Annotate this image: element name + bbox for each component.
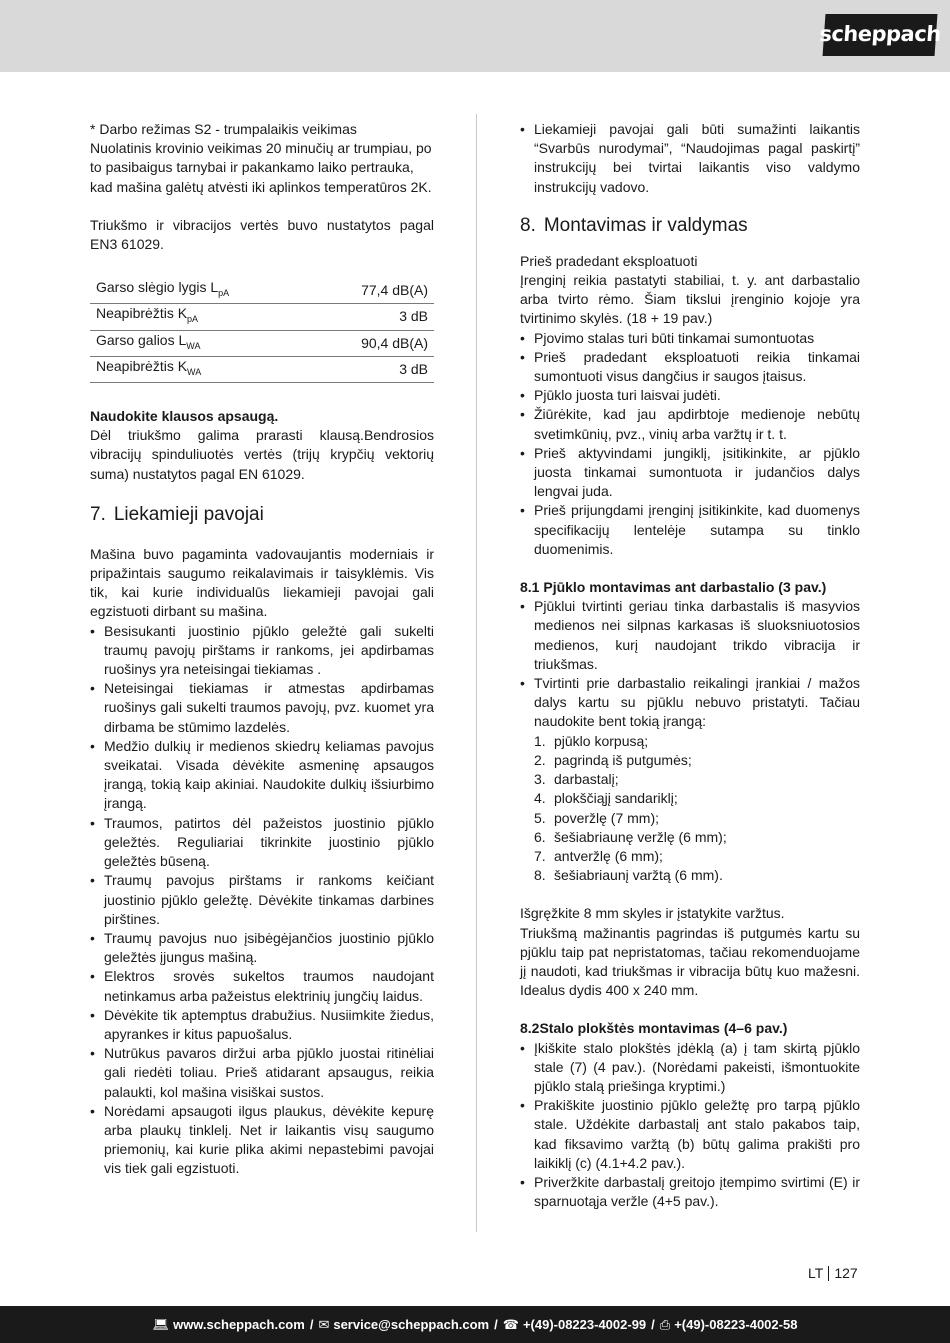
workbench-mount-list bbox=[520, 597, 860, 731]
operating-mode-note: * Darbo režimas S2 - trumpalaikis veikimas Nuolatinis krovinio veikimas 20 minučių ar trumpiau, po to pasibaigus tarnybai ir pakankamo laiko pertrauka, kad mašina galėtų atvėsti iki aplinkos temperatūros 2K. bbox=[90, 121, 432, 195]
list-item: • Pjūklui tvirtinti geriau tinka darbastalis iš masyvios medienos nei silpnas karkasas iš sluoksniuotosios medienos, kurį naudojant trikdo vibracija ir triukšmas. bbox=[520, 597, 860, 674]
fax-icon: ⎙ bbox=[659, 1316, 671, 1332]
list-item: • Elektros srovės sukeltos traumos naudojant netinkamus arba pažeistus elektrinių jungčių laidus. bbox=[90, 967, 434, 1005]
list-item: • Įkiškite stalo plokštės įdėklą (a) į tam skirtą pjūklo stale (7) (4 pav.). (Norėdami pakeisti, išmontuokite pjūklo stalą priešinga kryptimi.) bbox=[520, 1039, 860, 1097]
footer-band: 💻︎ www.scheppach.com / ✉︎ service@scheppach.com / ☎︎ +(49)-08223-4002-99 / ⎙ +(49)-08223-4002-58 bbox=[0, 1306, 950, 1343]
section-7-intro: Mašina buvo pagaminta vadovaujantis moderniais ir pripažintais saugumo reikalavimais ir taisyklėmis. Vis tik, kai kurie individualūs liekamieji pavojai gali egzistuoti dirbant su mašina. bbox=[90, 545, 434, 620]
parts-list bbox=[520, 732, 860, 886]
list-item: • Dėvėkite tik aptemptus drabužius. Nusiimkite žiedus, apyrankes ir kitus papuošalus. bbox=[90, 1006, 434, 1044]
list-item: 4. plokščiąjį sandariklį; bbox=[534, 790, 678, 807]
list-item: • Traumų pavojus pirštams ir rankoms keičiant juostinio pjūklo geležtę. Dėvėkite tinkamas darbines pirštines. bbox=[90, 871, 434, 929]
email-link[interactable]: service@scheppach.com bbox=[333, 1316, 490, 1332]
hearing-warning-title: Naudokite klausos apsaugą. bbox=[90, 408, 279, 425]
pre-operation-heading: Prieš pradedant eksploatuoti bbox=[520, 252, 698, 269]
list-item: 8. šešiabriaunį varžtą (6 mm). bbox=[534, 867, 723, 884]
page-number-separator bbox=[828, 1266, 829, 1281]
hearing-warning-text: Dėl triukšmo galima prarasti klausą.Bendrosios vibracijų spinduliuotės vertės (trijų krypčių vektorių suma) nustatytos pagal EN 61029. bbox=[90, 427, 434, 482]
section-7-heading: 7. Liekamieji pavojai bbox=[90, 503, 264, 525]
drilling-text: Išgręžkite 8 mm skyles ir įstatykite varžtus. Triukšmą mažinantis pagrindas iš putgumės kartu su pjūklu taip pat nepristatomas, tačiau rekomenduojame jį naudoti, kad triukšmas ir vibracija būtų kuo mažesni. Idealus dydis 400 x 240 mm. bbox=[520, 905, 860, 999]
list-item: • Žiūrėkite, kad jau apdirbtoje medienoje nebūtų svetimkūnių, pvz., vinių arba varžtų ir t. t. bbox=[520, 405, 860, 443]
table-mount-list bbox=[520, 1039, 860, 1212]
list-item: 2. pagrindą iš putgumės; bbox=[534, 751, 692, 768]
list-item: • Tvirtinti prie darbastalio reikalingi įrankiai / mažos dalys kartu su pjūklu nebuvo pristatyti. Tačiau naudokite bent tokią įrangą: bbox=[520, 674, 860, 732]
table-row: Neapibrėžtis $K_{pA}$ 3 dB bbox=[90, 304, 434, 330]
phone-icon: ☎︎ bbox=[502, 1316, 519, 1332]
section-8-heading: 8. Montavimas ir valdymas bbox=[520, 214, 748, 236]
phone-number: +(49)-08223-4002-99 bbox=[522, 1316, 647, 1332]
list-item: • Priveržkite darbastalį greitojo įtempimo svirtimi (E) ir sparnuotąja veržle (4+5 pav.). bbox=[520, 1173, 860, 1211]
list-item: 5. poveržlę (7 mm); bbox=[534, 809, 660, 826]
list-item: 1. pjūklo korpusą; bbox=[534, 732, 649, 749]
list-item: 3. darbastalį; bbox=[534, 771, 619, 788]
list-item: • Traumos, patirtos dėl pažeistos juostinio pjūklo geležtės. Reguliariai tikrinkite juostinio pjūklo geležtės būseną. bbox=[90, 814, 434, 872]
header-band bbox=[0, 0, 950, 72]
list-item: • Prieš prijungdami įrenginį įsitikinkite, kad duomenys specifikacijų lentelėje sutampa su tinklo duomenimis. bbox=[520, 501, 860, 559]
fax-number: +(49)-08223-4002-58 bbox=[674, 1316, 798, 1332]
computer-icon: 💻︎ bbox=[152, 1316, 170, 1332]
mail-icon: ✉︎ bbox=[318, 1316, 330, 1332]
residual-risks-list bbox=[90, 622, 434, 1179]
list-item: • Liekamieji pavojai gali būti sumažinti laikantis “Svarbūs nurodymai”, “Naudojimas pagal paskirtį” instrukcijų bei tvirtai laikantis viso valdymo instrukcijų vadovo. bbox=[520, 120, 860, 197]
noise-intro: Triukšmo ir vibracijos vertės buvo nustatytos pagal EN3 61029. bbox=[90, 216, 434, 253]
residual-risks-continued bbox=[520, 120, 860, 197]
list-item: • Nutrūkus pavaros diržui arba pjūklo juostai ritinėliai gali riedėti toliau. Prieš atidarant apsaugus, reikia palaukti, kol mašina visiškai sustos. bbox=[90, 1044, 434, 1102]
page-number: LT 127 bbox=[808, 1265, 858, 1281]
website-link[interactable]: www.scheppach.com bbox=[173, 1316, 305, 1332]
table-row: Neapibrėžtis $K_{WA}$ 3 dB bbox=[90, 356, 434, 382]
right-column bbox=[520, 120, 860, 1211]
left-column bbox=[90, 120, 434, 1179]
list-item: • Pjūklo juosta turi laisvai judėti. bbox=[520, 386, 860, 405]
spec-table bbox=[90, 278, 434, 383]
list-item: • Traumų pavojus nuo įsibėgėjančios juostinio pjūklo geležtės įjungus mašiną. bbox=[90, 929, 434, 967]
list-item: 7. antveržlę (6 mm); bbox=[534, 847, 663, 864]
list-item: 6. šešiabriaunę veržlę (6 mm); bbox=[534, 828, 727, 845]
list-item: • Medžio dulkių ir medienos skiedrų keliamas pavojus sveikatai. Visada dėvėkite asmeninę apsaugos įrangą, tokią kaip akiniai. Naudokite dulkių išsiurbimo įrangą. bbox=[90, 737, 434, 814]
list-item: • Prieš pradedant eksploatuoti reikia tinkamai sumontuoti visus dangčius ir saugos įtaisus. bbox=[520, 348, 860, 386]
list-item: • Pjovimo stalas turi būti tinkamai sumontuotas bbox=[520, 329, 860, 348]
list-item: • Prakiškite juostinio pjūklo geležtę pro tarpą pjūklo stale. Uždėkite darbastalį ant stalo pakabos taip, kad fiksavimo varžtą (b) būtų galima prakišti pro laikiklį (c) (4.1+4.2 pav.). bbox=[520, 1096, 860, 1173]
column-divider bbox=[476, 114, 477, 1232]
list-item: • Prieš aktyvindami jungiklį, įsitikinkite, ar pjūklo juosta tinkamai sumontuota ir judančios dalys lengvai juda. bbox=[520, 444, 860, 502]
section-8-2-heading: 8.2Stalo plokštės montavimas (4–6 pav.) bbox=[520, 1020, 788, 1037]
list-item: • Neteisingai tiekiamas ir atmestas apdirbamas ruošinys gali sukelti traumos pavojų, pvz. kuomet yra dirbama be stūmimo lazdelės. bbox=[90, 679, 434, 737]
list-item: • Norėdami apsaugoti ilgus plaukus, dėvėkite kepurę arba plaukų tinklelį. Net ir laikantis visų saugumo priemonių, kai kurie plika akimi nepastebimi pavojai vis tiek gali egzistuoti. bbox=[90, 1102, 434, 1179]
table-row: Garso slėgio lygis $L_{pA}$ 77,4 dB(A) bbox=[90, 278, 434, 304]
pre-operation-list bbox=[520, 329, 860, 559]
brand-logo: scheppach bbox=[823, 14, 938, 56]
table-row: Garso galios $L_{WA}$ 90,4 dB(A) bbox=[90, 330, 434, 356]
section-8-1-heading: 8.1 Pjūklo montavimas ant darbastalio (3 pav.) bbox=[520, 579, 827, 596]
pre-operation-text: Įrenginį reikia pastatyti stabiliai, t. y. ant darbastalio arba tvirto rėmo. Šiam tikslui įrenginio kojoje yra tvirtinimo skylės. (18 + 19 pav.) bbox=[520, 272, 860, 327]
list-item: • Besisukanti juostinio pjūklo geležtė gali sukelti traumų pavojų pirštams ir rankoms, jei apdirbamas ruošinys yra neteisingai tiekiamas . bbox=[90, 622, 434, 680]
